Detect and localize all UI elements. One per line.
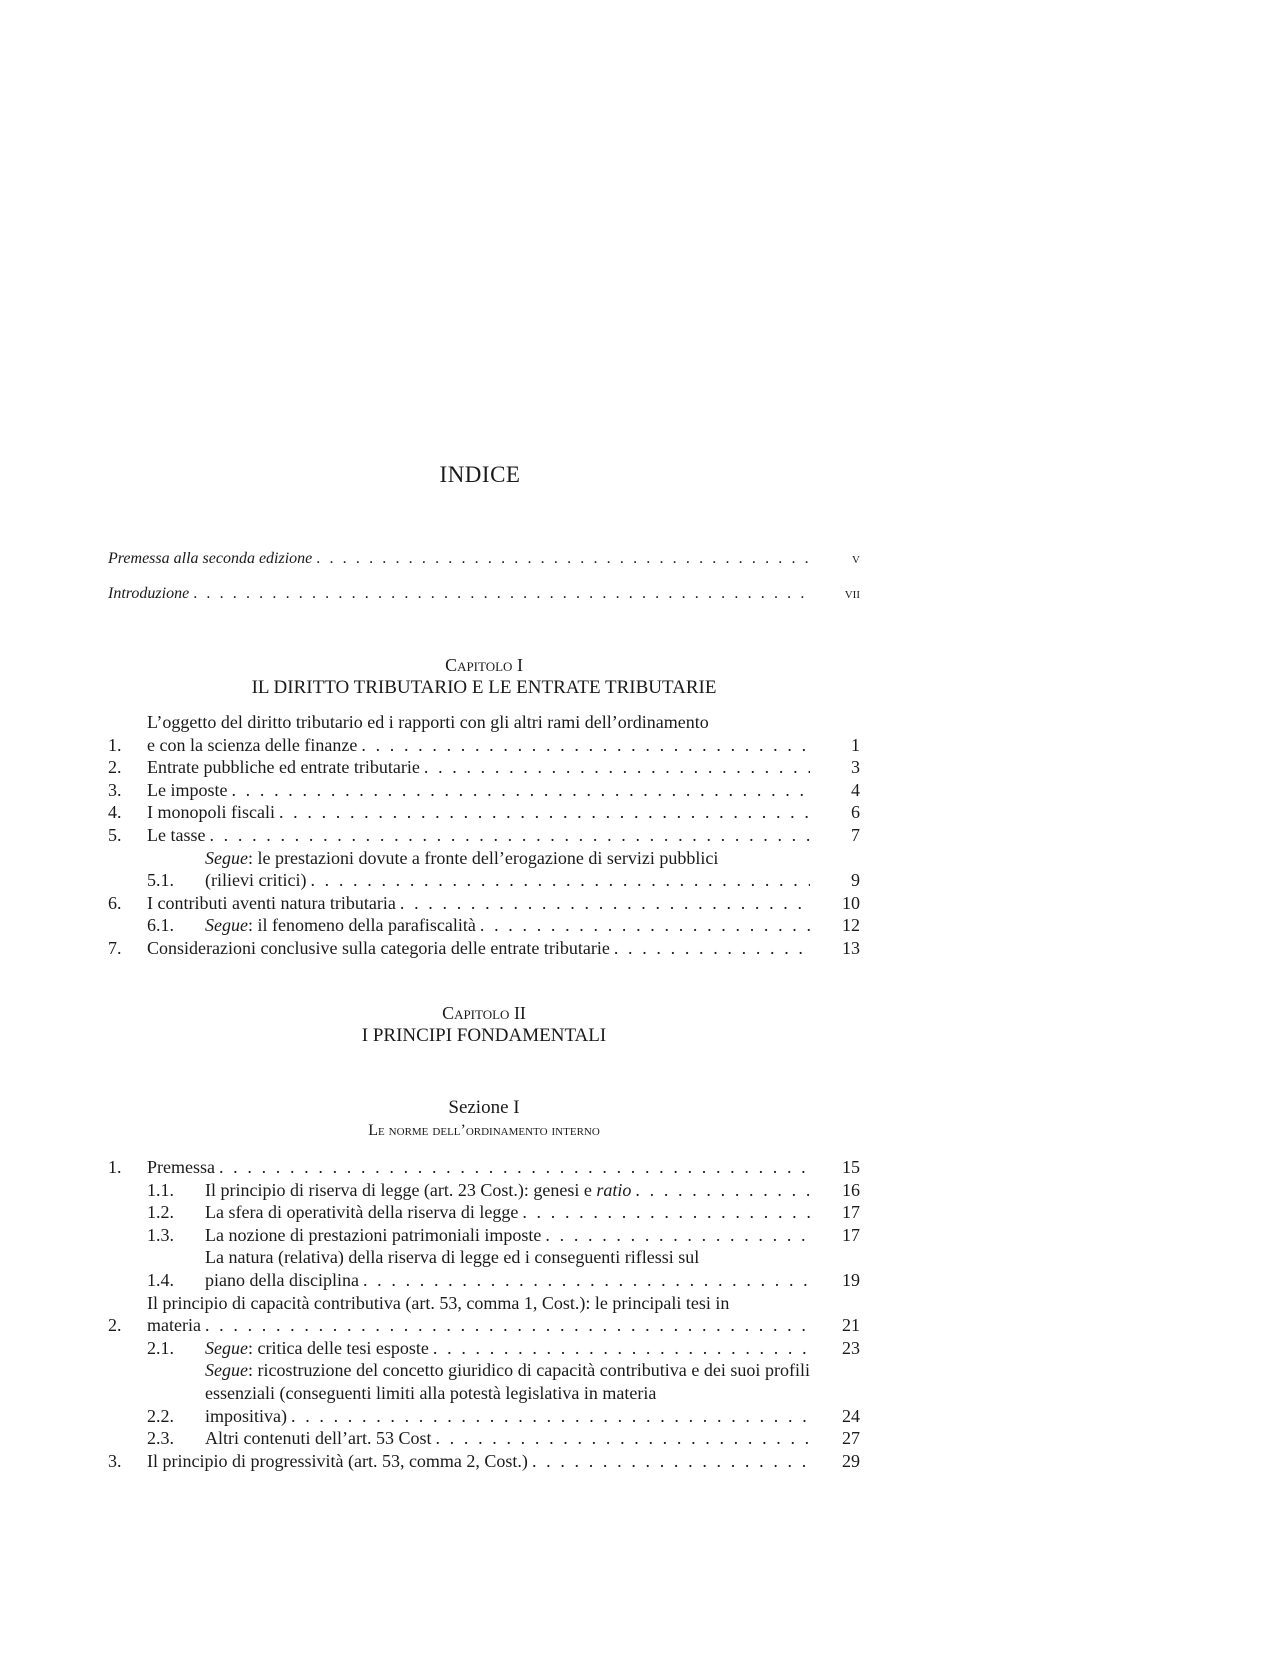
entry-last-line [147, 1314, 810, 1337]
entry-body [147, 824, 810, 847]
toc-entry[interactable] [108, 1156, 860, 1179]
entry-number: 6. [108, 892, 122, 913]
chapter-title: I PRINCIPI FONDAMENTALI [361, 1025, 607, 1046]
entry-body [147, 892, 810, 915]
entry-text [147, 1314, 201, 1337]
toc-entry[interactable] [108, 1450, 860, 1473]
page-number: 17 [842, 1224, 860, 1245]
chapter-2-heading [108, 1002, 860, 1048]
entry-text [205, 914, 476, 937]
entry-number: 1.3. [147, 1224, 174, 1245]
entry-text-content: piano della disciplina [205, 1269, 359, 1290]
entry-last-line [147, 824, 810, 847]
entry-body [147, 937, 810, 960]
dot-leader [275, 801, 810, 824]
entry-lead: Il principio di capacità contributiva (art. 53, comma 1, Cost.): le principali tesi in [147, 1292, 730, 1313]
entry-text [147, 1156, 215, 1179]
entry-text-content: Le tasse [147, 824, 206, 845]
entry-number: 1. [108, 734, 122, 755]
chapter-2-toc [108, 1156, 860, 1472]
entry-body [205, 914, 810, 937]
entry-text-content: : il fenomeno della parafiscalità [247, 915, 476, 936]
entry-text-content: I monopoli fiscali [147, 802, 275, 823]
entry-lead: L’oggetto del diritto tributario ed i rapporti con gli altri rami dell’ordinamento [147, 712, 709, 732]
entry-text [147, 779, 227, 802]
entry-text-content: Entrate pubbliche ed entrate tributarie [147, 757, 420, 778]
entry-text: Premessa alla seconda edizione [108, 550, 313, 567]
entry-text-content: Altri contenuti dell’art. 53 Cost [205, 1428, 432, 1449]
entry-number: 2. [108, 1315, 122, 1336]
entry-body [205, 1427, 810, 1450]
entry-last-line [147, 779, 810, 802]
entry-last-line [205, 1201, 810, 1224]
toc-entry[interactable] [108, 711, 860, 756]
page-number: 17 [842, 1202, 860, 1223]
entry-last-line [205, 1427, 810, 1450]
toc-entry-introduzione[interactable] [108, 583, 860, 606]
page-number: 6 [851, 802, 860, 823]
page-number: 27 [842, 1428, 860, 1449]
index-title: INDICE [439, 462, 521, 487]
entry-text [147, 1450, 528, 1473]
chapter-label: Capitolo II [442, 1003, 526, 1023]
page-number: 15 [842, 1157, 860, 1177]
dot-leader [357, 734, 810, 757]
entry-last-line [205, 1405, 810, 1428]
entry-number: 5. [108, 824, 122, 845]
page-number: 10 [842, 892, 860, 913]
toc-entry[interactable] [108, 1201, 860, 1224]
entry-last-line [147, 756, 810, 779]
entry-lead: : le prestazioni dovute a fronte dell’erogazione di servizi pubblici [247, 847, 719, 868]
chapter-title: IL DIRITTO TRIBUTARIO E LE ENTRATE TRIBUTARIE [251, 677, 717, 698]
page-number: 24 [842, 1405, 860, 1426]
dot-leader [201, 1314, 810, 1337]
entry-text-content: : critica delle tesi esposte [247, 1337, 429, 1358]
dot-leader [312, 548, 810, 571]
entry-body [205, 1359, 810, 1427]
entry-body [147, 711, 810, 756]
page-number: 1 [851, 734, 860, 755]
entry-text-content: materia [147, 1315, 201, 1336]
toc-entry[interactable] [108, 1337, 860, 1360]
entry-last-line [205, 1269, 810, 1292]
entry-italic: Segue [205, 1360, 248, 1381]
page-number: 16 [842, 1179, 860, 1200]
entry-last-line [147, 892, 810, 915]
page-number: 3 [851, 757, 860, 778]
toc-entry[interactable] [108, 892, 860, 915]
toc-entry[interactable] [108, 1246, 860, 1291]
entry-last-line [205, 869, 810, 892]
chapter-1-heading [108, 654, 860, 700]
entry-text [147, 734, 357, 757]
entry-last-line [205, 914, 810, 937]
entry-number: 3. [108, 779, 122, 800]
toc-entry[interactable] [108, 1359, 860, 1427]
section-label: Sezione I [448, 1097, 520, 1118]
entry-text [205, 1337, 429, 1360]
entry-italic: Segue [205, 915, 248, 936]
entry-body [205, 847, 810, 892]
entry-number: 2.3. [147, 1428, 174, 1449]
dot-leader [359, 1269, 810, 1292]
entry-text-content: Premessa [147, 1157, 215, 1177]
entry-number: 4. [108, 802, 122, 823]
entry-text [147, 756, 420, 779]
entry-body [205, 1179, 810, 1202]
entry-italic: Segue [205, 847, 248, 868]
entry-body [147, 779, 810, 802]
entry-number: 1.4. [147, 1269, 174, 1290]
toc-entry[interactable] [108, 1292, 860, 1337]
entry-text [205, 1269, 359, 1292]
page-number: 9 [851, 870, 860, 891]
entry-body [147, 1450, 810, 1473]
toc-entry-premessa[interactable] [108, 548, 860, 571]
entry-lead-text [147, 1292, 810, 1315]
page-number: 21 [842, 1315, 860, 1336]
entry-text-content: Le imposte [147, 779, 228, 800]
toc-entry[interactable] [108, 914, 860, 937]
page-number: vii [844, 584, 860, 602]
page-number: 23 [842, 1337, 860, 1358]
dot-leader [610, 937, 810, 960]
page-number: 7 [851, 824, 860, 845]
entry-body [147, 1156, 810, 1179]
entry-body [147, 1292, 810, 1337]
dot-leader [528, 1450, 810, 1473]
page-number: 13 [842, 937, 860, 958]
entry-last-line [147, 734, 810, 757]
entry-body [205, 1246, 810, 1291]
entry-last-line [147, 801, 810, 824]
entry-text-content: impositiva) [205, 1405, 287, 1426]
entry-last-line [147, 1156, 810, 1179]
dot-leader [518, 1201, 810, 1224]
dot-leader [396, 892, 810, 915]
dot-leader [631, 1179, 810, 1202]
toc-entry[interactable] [108, 1179, 860, 1202]
dot-leader [541, 1224, 810, 1247]
section-title: Le norme dell’ordinamento interno [368, 1122, 600, 1139]
entry-number: 1.1. [147, 1179, 174, 1200]
entry-text [205, 869, 306, 892]
entry-last-line [205, 1224, 810, 1247]
entry-last-line [205, 1337, 810, 1360]
entry-number: 3. [108, 1450, 122, 1471]
entry-text [147, 892, 396, 915]
entry-last-line [147, 937, 810, 960]
entry-number: 5.1. [147, 870, 174, 891]
entry-text [147, 801, 275, 824]
toc-entry[interactable] [108, 847, 860, 892]
toc-entry[interactable] [108, 801, 860, 824]
entry-number: 1. [108, 1157, 122, 1177]
page-number: 19 [842, 1269, 860, 1290]
entry-text-content: La nozione di prestazioni patrimoniali imposte [205, 1224, 542, 1245]
entry-text: Introduzione [108, 584, 190, 602]
page-number: 4 [851, 779, 860, 800]
toc-entry[interactable] [108, 937, 860, 960]
entry-lead-text [147, 711, 810, 734]
dot-leader [227, 779, 810, 802]
entry-text-content: (rilievi critici) [205, 870, 307, 891]
entry-text [147, 937, 610, 960]
dot-leader [215, 1156, 810, 1179]
front-matter [108, 548, 860, 617]
toc-entry[interactable] [108, 779, 860, 802]
entry-number: 6.1. [147, 915, 174, 936]
entry-text [205, 1179, 631, 1202]
entry-body [147, 756, 810, 779]
section-1-heading [108, 1096, 860, 1142]
entry-body [205, 1201, 810, 1224]
entry-text-content: Considerazioni conclusive sulla categoria delle entrate tributarie [147, 937, 610, 958]
entry-text [205, 1224, 541, 1247]
entry-number: 7. [108, 937, 122, 958]
toc-entry[interactable] [108, 824, 860, 847]
entry-number: 1.2. [147, 1202, 174, 1223]
entry-body [147, 801, 810, 824]
dot-leader [476, 914, 810, 937]
entry-last-line [147, 1450, 810, 1473]
dot-leader [287, 1405, 810, 1428]
dot-leader [189, 583, 810, 606]
entry-lead-text [205, 847, 810, 870]
entry-text [147, 824, 205, 847]
entry-body [205, 1337, 810, 1360]
entry-lead-text [205, 1359, 810, 1404]
entry-number: 2.2. [147, 1405, 174, 1426]
toc-entry[interactable] [108, 1224, 860, 1247]
entry-text-content: La sfera di operatività della riserva di legge [205, 1202, 519, 1223]
entry-italic: ratio [596, 1179, 632, 1200]
dot-leader [431, 1427, 810, 1450]
page-number: v [852, 550, 860, 567]
dot-leader [420, 756, 810, 779]
dot-leader [205, 824, 810, 847]
entry-text-content: Il principio di progressività (art. 53, comma 2, Cost.) [147, 1450, 528, 1471]
entry-italic: Segue [205, 1337, 248, 1358]
entry-number: 2.1. [147, 1337, 174, 1358]
entry-text-content: Il principio di riserva di legge (art. 23 Cost.): genesi e [205, 1179, 597, 1200]
entry-text [205, 1405, 287, 1428]
dot-leader [306, 869, 810, 892]
entry-text [205, 1427, 431, 1450]
entry-lead: : ricostruzione del concetto giuridico di capacità contributiva e dei suoi profili essenziali (conseguenti limiti alla potestà legislativa in materia [205, 1360, 810, 1403]
entry-body [205, 1224, 810, 1247]
dot-leader [429, 1337, 810, 1360]
entry-last-line [205, 1179, 810, 1202]
chapter-1-toc [108, 711, 860, 960]
toc-entry[interactable] [108, 756, 860, 779]
entry-lead: La natura (relativa) della riserva di legge ed i conseguenti riflessi sul [205, 1247, 700, 1268]
page-number: 12 [842, 915, 860, 936]
chapter-label: Capitolo I [445, 655, 523, 675]
entry-number: 2. [108, 757, 122, 778]
entry-text-content: e con la scienza delle finanze [147, 734, 358, 755]
page-number: 29 [842, 1450, 860, 1471]
entry-text-content: I contributi aventi natura tributaria [147, 892, 396, 913]
entry-lead-text [205, 1246, 810, 1269]
toc-entry[interactable] [108, 1427, 860, 1450]
entry-text [205, 1201, 518, 1224]
